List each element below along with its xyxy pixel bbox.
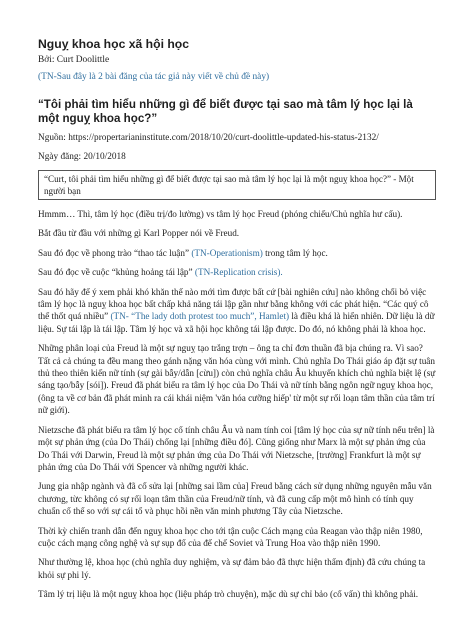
- paragraph-7: Nietzsche đã phát biểu ra tâm lý học cổ tính châu Âu và nam tính coi [tâm lý học của sự nữ tính nếu trên] là một sự phản ứng (của Do Thái) chống lại [những điều đó]. Cũng giống như Marx là một sự phản ứng của Do Thái với Darwin, Freud là một sự phản ứng của Do Thái với Nietzsche, [trường] Frankfurt là một sự phản ứng của Do Thái với Spencer và những người khác.: [38, 424, 435, 472]
- hamlet-link[interactable]: (TN- “The lady doth protest too much”, Hamlet): [110, 311, 290, 322]
- source-label: Nguồn:: [38, 133, 69, 143]
- translator-note: (TN-Sau đây là 2 bài đăng của tác giả này viết về chủ đề này): [38, 72, 270, 82]
- paragraph-10: Như thường lệ, khoa học (chủ nghĩa duy nghiệm, và sự đảm bảo đã thực hiện thẩm định) đã cứu chúng ta khỏi sự phi lý.: [38, 557, 426, 580]
- paragraph-11: Tâm lý trị liệu là một nguỵ khoa học (liệu pháp trò chuyện), mặc dù sự chỉ bảo (cố vấn) thì không phải.: [38, 589, 419, 600]
- paragraph-3-text-a: Sau đó đọc về phong trào “thao tác luận”: [38, 247, 192, 258]
- article-headline: “Tôi phải tìm hiểu những gì để biết được tại sao mà tâm lý học lại là một nguỵ khoa học?”: [38, 98, 413, 125]
- paragraph-4-text-a: Sau đó đọc về cuộc “khủng hoảng tái lập”: [38, 267, 195, 278]
- quote-box: “Curt, tôi phải tìm hiểu những gì để biết được tại sao mà tâm lý học lại là một nguỵ khoa học?” - Một người bạn: [38, 170, 436, 200]
- paragraph-2: Bắt đầu từ đầu với những gì Karl Popper nói về Freud.: [38, 228, 240, 239]
- operationism-link[interactable]: (TN-Operationism): [191, 247, 263, 258]
- paragraph-5: [38, 286, 436, 336]
- paragraph-8: Jung gia nhập ngành và đã cố sửa lại [những sai lầm của] Freud bằng cách sử dụng những nguyên mẫu văn chương, từc không có sự rối loạn tâm thần của Freud/nữ tính, và đã cung cấp một mô hình có tính quy chuẩn cổ thể so với sự cái tổ và phục hồi nền văn minh phương Tây của Nietzsche.: [38, 481, 432, 517]
- paragraph-9: Thời kỳ chiến tranh dẫn đến nguỵ khoa học cho tới tận cuộc Cách mạng của Reagan vào thập niên 1980, cuộc cách mạng công nghệ và sự sụp đổ của đế chế Soviet và Trung Hoa vào thập niên 1990.: [38, 525, 423, 548]
- paragraph-6: Những phân loại của Freud là một sự nguỵ tạo trắng trợn – ông ta chỉ đơn thuần đã bịa chúng ra. Vì sao? Tất cả cả chúng ta đều mang theo gánh nặng văn hóa cùng với mình. Chủ nghĩa Do Thái giáo áp đặt sự tuân thủ theo thiên kiến nữ tính (sự gài bẫy/dẫn [cừu]) còn chủ nghĩa châu Âu khuyến khích chủ nghĩa biệt lệ (sự sáng tạo/bẫy [sói]). Freud đã phát biểu ra tâm lý học của Do Thái và nữ tính bằng ngôn ngữ nguỵ khoa học, (ông ta về cơ bản đã phát minh ra cái khái niệm 'văn hóa cưỡng hiếp' từ một sự rối loạn tâm thần của tâm trí nữ giới).: [38, 343, 436, 416]
- source-url[interactable]: https://propertarianinstitute.com/2018/10/20/curt-doolittle-updated-his-status-2132/: [68, 133, 379, 143]
- author-byline: Bởi: Curt Doolittle: [38, 55, 110, 65]
- document-title: Nguỵ khoa học xã hội học: [38, 37, 190, 51]
- replication-crisis-link[interactable]: (TN-Replication crisis).: [194, 267, 283, 278]
- paragraph-1: Hmmm… Thì, tâm lý học (điều trị/đo lường) vs tâm lý học Freud (phóng chiếu/Chủ nghĩa hư cấu).: [38, 209, 403, 219]
- paragraph-4: [38, 266, 436, 278]
- paragraph-5-text-a: Sau đó hãy để ý xem phải khó khăn thế nào mới tìm được bất cứ [bài nghiên cứu] nào không chối bỏ việc tâm lý học là nguỵ khoa học bất chấp khả năng tái lập gần như bằng không với các phát hiện. “Các quý cô thể thốt quá nhiều”: [38, 286, 429, 322]
- paragraph-3-text-b: trong tâm lý học.: [262, 247, 328, 258]
- paragraph-5-text-b: là điều khá là hiển nhiên. Dữ liệu là dữ liệu. Sự tái lập là tái lập. Tâm lý học và xã hội học không tái lập được. Do đó, nó không phải là khoa học.: [38, 311, 435, 334]
- source-line: [38, 132, 436, 145]
- publish-date: Ngày đăng: 20/10/2018: [38, 152, 126, 162]
- paragraph-3: [38, 247, 436, 259]
